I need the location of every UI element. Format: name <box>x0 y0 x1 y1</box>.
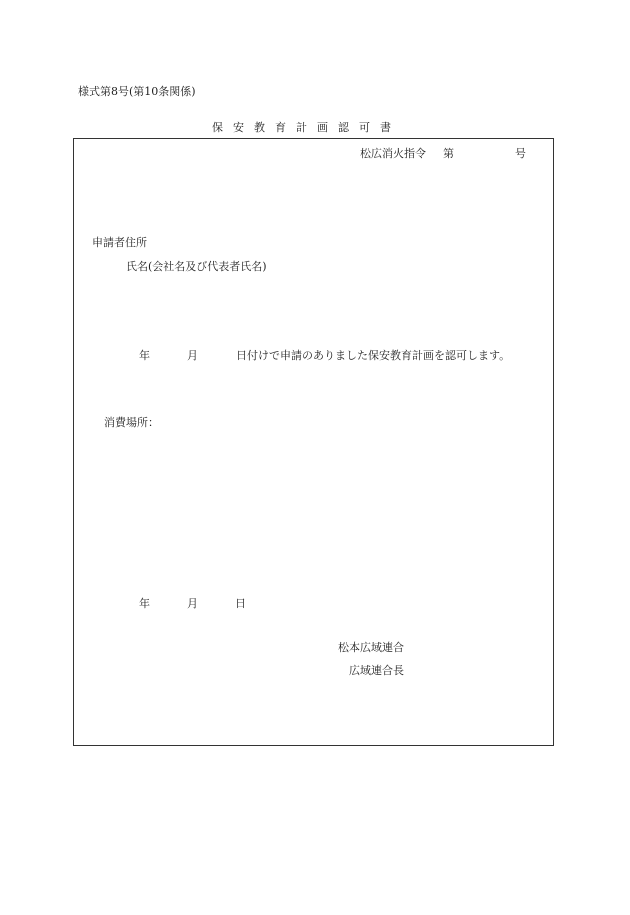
issuer-title: 広域連合長 <box>349 664 404 677</box>
approval-year: 年 <box>139 349 150 362</box>
issuer-org: 松本広域連合 <box>338 641 404 654</box>
document-frame <box>73 138 554 746</box>
date-month: 月 <box>187 597 198 610</box>
doc-number-go: 号 <box>515 147 526 160</box>
doc-number-dai: 第 <box>443 147 454 160</box>
date-day: 日 <box>235 597 246 610</box>
location-label: 消費場所： <box>104 416 159 429</box>
approval-statement: 日付けで申請のありました保安教育計画を認可します。 <box>236 349 511 362</box>
applicant-name-label: 氏名(会社名及び代表者氏名) <box>126 260 267 273</box>
form-label: 様式第8号(第10条関係) <box>78 85 196 98</box>
doc-number-prefix: 松広消火指令 <box>360 147 426 160</box>
date-year: 年 <box>139 597 150 610</box>
applicant-address-label: 申請者住所 <box>92 236 147 249</box>
approval-month: 月 <box>187 349 198 362</box>
document-title: 保安教育計画認可書 <box>212 121 401 134</box>
